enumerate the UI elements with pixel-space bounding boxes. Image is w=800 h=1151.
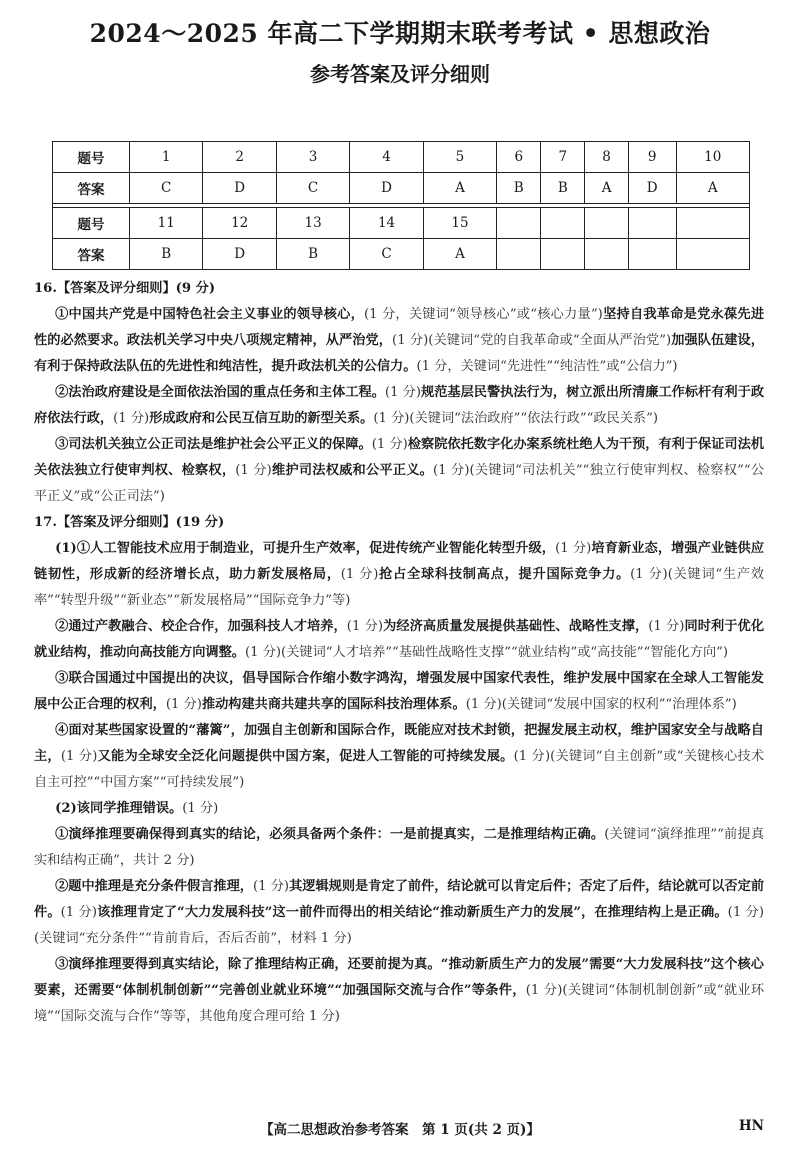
scoring-note: (1 分) <box>346 619 383 634</box>
answer-cell: B <box>276 239 349 270</box>
question-number: 5 <box>423 142 496 173</box>
scoring-note: (1 分) <box>60 749 98 764</box>
scoring-note: (1 分)(关键词“发展中国家的权利”“治理体系”) <box>465 697 737 712</box>
q17-heading: 17.【答案及评分细则】(19 分) <box>34 515 225 530</box>
answer-cell <box>541 239 585 270</box>
scoring-note: (1 分)(关键词“充分条件”“肯前肯后，否后否前”，材料 1 分) <box>34 905 765 946</box>
answer-cell: A <box>423 173 496 204</box>
scoring-note: (1 分) <box>525 983 563 998</box>
table-row <box>53 208 750 239</box>
answer-point: ②通过产教融合、校企合作，加强科技人才培养， <box>55 619 347 634</box>
answer-point: 培育新业态，增强产业链供应链韧性，形成新的经济增长点，助力新发展格局， <box>34 541 765 582</box>
scoring-note: (关键词“演绎推理”“前提真实和结构正确”，共计 2 分) <box>34 827 765 868</box>
question-number <box>497 208 541 239</box>
answer-point: 维护司法权威和公平正义。 <box>271 463 434 478</box>
answer-table <box>52 141 750 270</box>
answer-cell: C <box>276 173 349 204</box>
question-number: 14 <box>350 208 423 239</box>
answer-point: 推动构建共商共建共享的国际科技治理体系。 <box>201 697 466 712</box>
answer-paragraph <box>34 718 764 796</box>
scoring-note: (1 分) <box>384 385 421 400</box>
scoring-note: (1 分，关键词“领导核心”或“核心力量”) <box>364 307 603 322</box>
answer-paragraph <box>34 796 764 822</box>
row-label-answer: 答案 <box>53 239 130 270</box>
answer-cell <box>676 239 749 270</box>
answer-point: 检察院依托数字化办案系统杜绝人为干预，有利于保证司法机关依法独立行使审判权、检察权， <box>34 437 765 478</box>
scoring-note: (1 分) <box>235 463 272 478</box>
scoring-note: (1 分) <box>340 567 379 582</box>
document-subtitle: 参考答案及评分细则 <box>310 62 490 86</box>
answer-cell <box>628 239 676 270</box>
scoring-note: (1 分) <box>60 905 97 920</box>
question-number <box>628 208 676 239</box>
answer-paragraph <box>34 822 764 874</box>
answer-paragraph <box>34 302 764 380</box>
answer-point: ③联合国通过中国提出的决议，倡导国际合作缩小数字鸿沟，增强发展中国家代表性，维护发展中国家在全球人工智能发展中公正合理的权利， <box>34 671 764 712</box>
answer-point: (2)该同学推理错误。 <box>55 801 183 816</box>
answer-cell: C <box>130 173 203 204</box>
answer-point: ④面对某些国家设置的“藩篱”，加强自主创新和国际合作，既能应对技术封锁，把握发展主动权，维护国家安全与战略自主， <box>34 723 764 764</box>
question-number: 2 <box>203 142 276 173</box>
q16-heading: 16.【答案及评分细则】(9 分) <box>34 281 216 296</box>
scoring-note: (1 分)(关键词“人才培养”“基础性战略性支撑”“就业结构”或“高技能”“智能化方向”) <box>245 645 729 660</box>
scoring-note: (1 分)(关键词“司法机关”“独立行使审判权、检察权”“公平正义”或“公正司法”) <box>34 463 765 504</box>
answer-point: 加强队伍建设，有利于保持政法队伍的先进性和纯洁性，提升政法机关的公信力。 <box>34 333 764 374</box>
question-number <box>541 208 585 239</box>
question-number: 6 <box>497 142 541 173</box>
question-number: 15 <box>423 208 496 239</box>
question-number <box>676 208 749 239</box>
answer-point: ③演绎推理要得到真实结论，除了推理结构正确，还要前提为真。“推动新质生产力的发展”需要“大力发展科技”这个核心要素，还需要“体制机制创新”“完善创业就业环境”“加强国际交流与合作”等条件， <box>34 957 764 998</box>
question-number: 11 <box>130 208 203 239</box>
answer-point: (1)①人工智能技术应用于制造业，可提升生产效率，促进传统产业智能化转型升级， <box>55 541 556 556</box>
scoring-note: (1 分) <box>165 697 202 712</box>
scoring-note: (1 分)(关键词“党的自我革命或“全面从严治党”) <box>392 333 672 348</box>
answer-cell <box>585 239 628 270</box>
question-number: 3 <box>276 142 349 173</box>
answer-point: ②法治政府建设是全面依法治国的重点任务和主体工程。 <box>55 385 385 400</box>
question-number <box>585 208 628 239</box>
answer-point: ③司法机关独立公正司法是维护社会公平正义的保障。 <box>55 437 372 452</box>
scoring-note: (1 分) <box>113 411 150 426</box>
answer-cell: A <box>585 173 628 204</box>
question-number: 12 <box>203 208 276 239</box>
answer-cell: D <box>203 239 276 270</box>
answer-paragraph <box>34 666 764 718</box>
answer-paragraph <box>34 952 764 1030</box>
scoring-note: (1 分)(关键词“法治政府”“依法行政”“政民关系”) <box>373 411 658 426</box>
scoring-note: (1 分) <box>555 541 592 556</box>
answer-cell: B <box>130 239 203 270</box>
footer-code: HN <box>738 1118 764 1134</box>
answer-paragraph <box>34 380 764 432</box>
question-number: 8 <box>585 142 628 173</box>
answer-cell: D <box>628 173 676 204</box>
scoring-note: (1 分) <box>648 619 685 634</box>
answer-cell: B <box>497 173 541 204</box>
scoring-note: (1 分) <box>253 879 290 894</box>
scoring-note: (1 分，关键词“先进性”“纯洁性”或“公信力”) <box>416 359 678 374</box>
row-label-number: 题号 <box>53 208 130 239</box>
answer-point: 其逻辑规则是肯定了前件，结论就可以肯定后件；否定了后件，结论就可以否定前件。 <box>34 879 765 920</box>
row-label-answer: 答案 <box>53 173 130 204</box>
scoring-note: (关键词“体制机制创新”或“就业环境”“国际交流与合作”等等，其他角度合理可给 1 分) <box>34 983 765 1024</box>
question-number: 4 <box>350 142 423 173</box>
question-number: 1 <box>130 142 203 173</box>
question-number: 13 <box>276 208 349 239</box>
answer-point: 坚持自我革命是党永葆先进性的必然要求。政法机关学习中央八项规定精神，从严治党， <box>34 307 765 348</box>
answer-paragraph <box>34 874 764 952</box>
answer-paragraph <box>34 614 764 666</box>
scoring-note: (1 分) <box>371 437 408 452</box>
answer-point: 抢占全球科技制高点，提升国际竞争力。 <box>378 567 631 582</box>
answer-point: ①演绎推理要确保得到真实的结论，必须具备两个条件：一是前提真实，二是推理结构正确。 <box>55 827 605 842</box>
question-number: 10 <box>676 142 749 173</box>
answer-paragraph <box>34 536 764 614</box>
answer-cell: C <box>350 239 423 270</box>
scoring-note: (1 分) <box>182 801 219 816</box>
answer-cell: D <box>203 173 276 204</box>
q17-body <box>34 536 764 1030</box>
answer-point: ①中国共产党是中国特色社会主义事业的领导核心， <box>55 307 364 322</box>
answer-cell: B <box>541 173 585 204</box>
answer-point: 该推理肯定了“大力发展科技”这一前件而得出的相关结论“推动新质生产力的发展”，在推理结构上是正确。 <box>97 905 728 920</box>
answer-point: ②题中推理是充分条件假言推理， <box>55 879 253 894</box>
table-row <box>53 173 750 204</box>
q16-body <box>34 302 764 510</box>
scoring-note: (1 分)(关键词“自主创新”或“关键核心技术自主可控”“中国方案”“可持续发展”) <box>34 749 765 790</box>
answer-point: 又能为全球安全泛化问题提供中国方案，促进人工智能的可持续发展。 <box>97 749 514 764</box>
scoring-note: (1 分)(关键词“生产效率”“转型升级”“新业态”“新发展格局”“国际竞争力”等) <box>34 567 765 608</box>
answer-cell: A <box>423 239 496 270</box>
question-number: 9 <box>628 142 676 173</box>
answer-point: 为经济高质量发展提供基础性、战略性支撑， <box>383 619 649 634</box>
answer-cell: D <box>350 173 423 204</box>
answer-cell <box>497 239 541 270</box>
answer-point: 规范基层民警执法行为，树立派出所清廉工作标杆有利于政府依法行政， <box>34 385 765 426</box>
answer-paragraph <box>34 432 764 510</box>
page-footer: 【高二思想政治参考答案 第 1 页(共 2 页)】 <box>260 1122 540 1138</box>
document-title: 2024～2025 年高二下学期期末联考考试 • 思想政治 <box>89 19 711 48</box>
answer-point: 形成政府和公民互信互助的新型关系。 <box>149 411 374 426</box>
table-row <box>53 142 750 173</box>
answer-point: 同时利于优化就业结构，推动向高技能方向调整。 <box>34 619 765 660</box>
table-row <box>53 239 750 270</box>
row-label-number: 题号 <box>53 142 130 173</box>
answer-content <box>34 276 764 1030</box>
answer-cell: A <box>676 173 749 204</box>
question-number: 7 <box>541 142 585 173</box>
